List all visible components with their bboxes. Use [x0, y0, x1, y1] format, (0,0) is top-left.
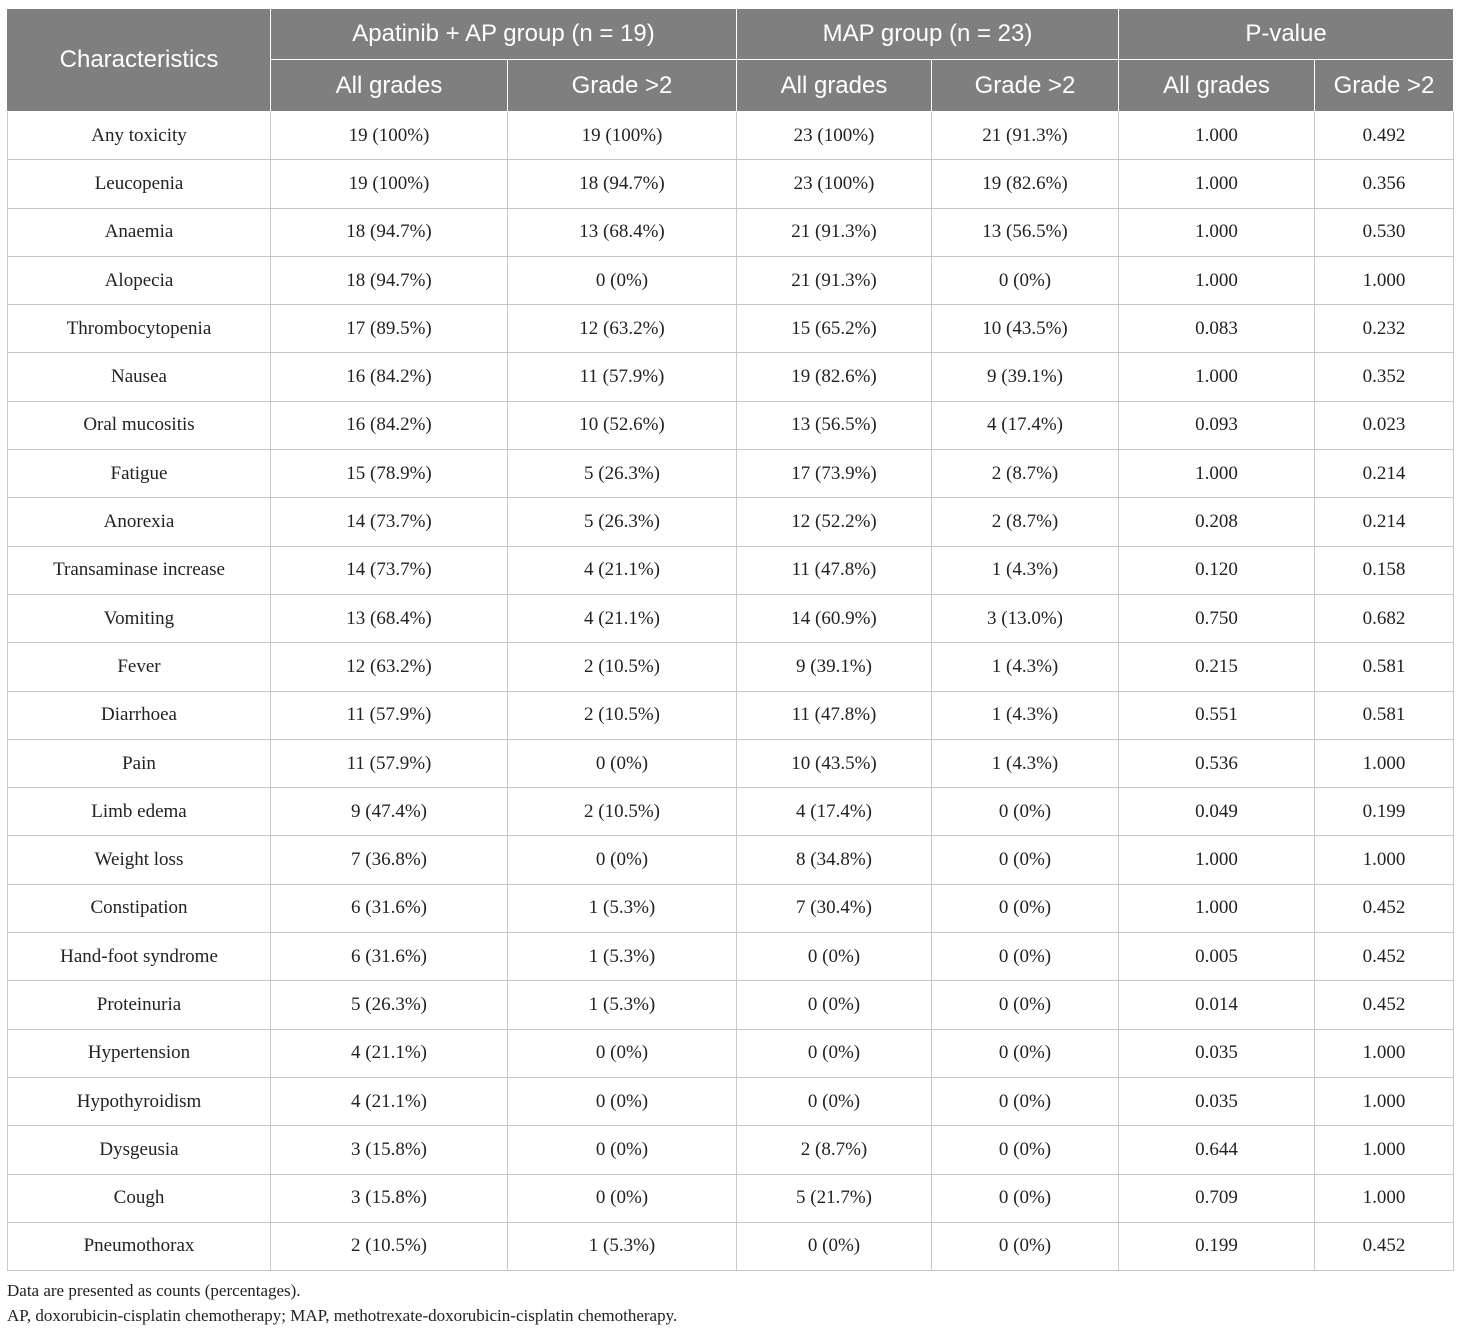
subheader-p-grade-gt2: Grade >2 — [1315, 60, 1454, 112]
cell-apatinib-all-grades: 13 (68.4%) — [271, 594, 508, 642]
cell-apatinib-grade-gt2: 2 (10.5%) — [508, 691, 737, 739]
cell-map-all-grades: 7 (30.4%) — [737, 884, 932, 932]
cell-map-grade-gt2: 9 (39.1%) — [932, 353, 1119, 401]
cell-p-grade-gt2: 0.356 — [1315, 160, 1454, 208]
cell-map-all-grades: 21 (91.3%) — [737, 256, 932, 304]
cell-apatinib-grade-gt2: 10 (52.6%) — [508, 401, 737, 449]
cell-p-grade-gt2: 0.214 — [1315, 498, 1454, 546]
cell-apatinib-grade-gt2: 0 (0%) — [508, 1174, 737, 1222]
cell-characteristic: Dysgeusia — [8, 1126, 271, 1174]
cell-p-all-grades: 0.551 — [1119, 691, 1315, 739]
cell-apatinib-grade-gt2: 1 (5.3%) — [508, 884, 737, 932]
cell-apatinib-grade-gt2: 2 (10.5%) — [508, 643, 737, 691]
cell-p-grade-gt2: 0.158 — [1315, 546, 1454, 594]
table-row — [8, 1029, 1454, 1077]
table-row — [8, 256, 1454, 304]
table-row — [8, 643, 1454, 691]
cell-p-grade-gt2: 1.000 — [1315, 739, 1454, 787]
cell-map-grade-gt2: 1 (4.3%) — [932, 739, 1119, 787]
cell-map-grade-gt2: 0 (0%) — [932, 788, 1119, 836]
cell-map-all-grades: 2 (8.7%) — [737, 1126, 932, 1174]
cell-p-grade-gt2: 0.199 — [1315, 788, 1454, 836]
cell-characteristic: Thrombocytopenia — [8, 305, 271, 353]
table-row — [8, 788, 1454, 836]
footnote-data-format: Data are presented as counts (percentages). — [7, 1281, 301, 1300]
cell-apatinib-grade-gt2: 0 (0%) — [508, 739, 737, 787]
cell-p-grade-gt2: 0.452 — [1315, 981, 1454, 1029]
cell-p-all-grades: 1.000 — [1119, 353, 1315, 401]
table-row — [8, 1077, 1454, 1125]
cell-map-grade-gt2: 19 (82.6%) — [932, 160, 1119, 208]
table-row — [8, 112, 1454, 160]
table-row — [8, 1174, 1454, 1222]
cell-characteristic: Pneumothorax — [8, 1222, 271, 1270]
cell-map-all-grades: 12 (52.2%) — [737, 498, 932, 546]
cell-p-all-grades: 0.208 — [1119, 498, 1315, 546]
cell-p-all-grades: 0.049 — [1119, 788, 1315, 836]
cell-apatinib-all-grades: 19 (100%) — [271, 112, 508, 160]
cell-p-grade-gt2: 0.492 — [1315, 112, 1454, 160]
header-characteristics: Characteristics — [8, 9, 271, 112]
cell-p-grade-gt2: 1.000 — [1315, 836, 1454, 884]
cell-map-all-grades: 23 (100%) — [737, 112, 932, 160]
cell-p-all-grades: 0.014 — [1119, 981, 1315, 1029]
subheader-p-all-grades: All grades — [1119, 60, 1315, 112]
cell-p-grade-gt2: 0.452 — [1315, 933, 1454, 981]
cell-map-all-grades: 21 (91.3%) — [737, 208, 932, 256]
cell-map-grade-gt2: 0 (0%) — [932, 1126, 1119, 1174]
cell-map-grade-gt2: 13 (56.5%) — [932, 208, 1119, 256]
cell-apatinib-grade-gt2: 1 (5.3%) — [508, 933, 737, 981]
cell-p-all-grades: 1.000 — [1119, 112, 1315, 160]
cell-map-all-grades: 23 (100%) — [737, 160, 932, 208]
cell-p-all-grades: 1.000 — [1119, 836, 1315, 884]
cell-p-grade-gt2: 0.452 — [1315, 1222, 1454, 1270]
table-row — [8, 498, 1454, 546]
cell-map-all-grades: 0 (0%) — [737, 981, 932, 1029]
toxicity-table-container — [7, 8, 1453, 1271]
cell-map-grade-gt2: 0 (0%) — [932, 1029, 1119, 1077]
cell-apatinib-grade-gt2: 0 (0%) — [508, 1077, 737, 1125]
cell-characteristic: Diarrhoea — [8, 691, 271, 739]
cell-apatinib-all-grades: 19 (100%) — [271, 160, 508, 208]
cell-apatinib-all-grades: 18 (94.7%) — [271, 256, 508, 304]
cell-p-all-grades: 0.199 — [1119, 1222, 1315, 1270]
cell-apatinib-grade-gt2: 0 (0%) — [508, 256, 737, 304]
cell-map-grade-gt2: 2 (8.7%) — [932, 450, 1119, 498]
cell-apatinib-grade-gt2: 4 (21.1%) — [508, 546, 737, 594]
cell-map-grade-gt2: 4 (17.4%) — [932, 401, 1119, 449]
cell-characteristic: Hypertension — [8, 1029, 271, 1077]
cell-map-grade-gt2: 21 (91.3%) — [932, 112, 1119, 160]
cell-p-grade-gt2: 0.682 — [1315, 594, 1454, 642]
subheader-map-grade-gt2: Grade >2 — [932, 60, 1119, 112]
cell-apatinib-all-grades: 3 (15.8%) — [271, 1174, 508, 1222]
cell-apatinib-all-grades: 4 (21.1%) — [271, 1029, 508, 1077]
table-row — [8, 546, 1454, 594]
cell-map-all-grades: 11 (47.8%) — [737, 546, 932, 594]
cell-p-all-grades: 1.000 — [1119, 208, 1315, 256]
table-row — [8, 1222, 1454, 1270]
cell-apatinib-grade-gt2: 2 (10.5%) — [508, 788, 737, 836]
cell-characteristic: Weight loss — [8, 836, 271, 884]
cell-apatinib-all-grades: 12 (63.2%) — [271, 643, 508, 691]
cell-apatinib-grade-gt2: 5 (26.3%) — [508, 498, 737, 546]
cell-p-all-grades: 0.120 — [1119, 546, 1315, 594]
cell-p-grade-gt2: 0.581 — [1315, 691, 1454, 739]
cell-p-all-grades: 0.215 — [1119, 643, 1315, 691]
header-group-apatinib-ap: Apatinib + AP group (n = 19) — [271, 9, 737, 60]
cell-characteristic: Cough — [8, 1174, 271, 1222]
footnote-abbreviations: AP, doxorubicin-cisplatin chemotherapy; MAP, methotrexate-doxorubicin-cisplatin chemotherapy. — [7, 1306, 678, 1325]
cell-p-all-grades: 0.644 — [1119, 1126, 1315, 1174]
header-group-map: MAP group (n = 23) — [737, 9, 1119, 60]
cell-map-all-grades: 10 (43.5%) — [737, 739, 932, 787]
cell-map-all-grades: 11 (47.8%) — [737, 691, 932, 739]
cell-apatinib-grade-gt2: 1 (5.3%) — [508, 1222, 737, 1270]
cell-apatinib-grade-gt2: 18 (94.7%) — [508, 160, 737, 208]
cell-map-all-grades: 0 (0%) — [737, 1029, 932, 1077]
cell-map-grade-gt2: 10 (43.5%) — [932, 305, 1119, 353]
cell-apatinib-all-grades: 17 (89.5%) — [271, 305, 508, 353]
cell-apatinib-grade-gt2: 5 (26.3%) — [508, 450, 737, 498]
cell-apatinib-all-grades: 6 (31.6%) — [271, 884, 508, 932]
cell-p-all-grades: 1.000 — [1119, 450, 1315, 498]
cell-apatinib-all-grades: 4 (21.1%) — [271, 1077, 508, 1125]
cell-apatinib-grade-gt2: 13 (68.4%) — [508, 208, 737, 256]
cell-characteristic: Hypothyroidism — [8, 1077, 271, 1125]
cell-apatinib-grade-gt2: 0 (0%) — [508, 1126, 737, 1174]
cell-apatinib-all-grades: 11 (57.9%) — [271, 691, 508, 739]
table-row — [8, 401, 1454, 449]
table-row — [8, 739, 1454, 787]
cell-apatinib-all-grades: 15 (78.9%) — [271, 450, 508, 498]
table-row — [8, 884, 1454, 932]
cell-map-all-grades: 19 (82.6%) — [737, 353, 932, 401]
cell-map-grade-gt2: 3 (13.0%) — [932, 594, 1119, 642]
table-footnotes — [7, 1278, 677, 1328]
cell-p-grade-gt2: 1.000 — [1315, 1077, 1454, 1125]
cell-characteristic: Transaminase increase — [8, 546, 271, 594]
table-row — [8, 933, 1454, 981]
cell-apatinib-grade-gt2: 4 (21.1%) — [508, 594, 737, 642]
cell-apatinib-all-grades: 3 (15.8%) — [271, 1126, 508, 1174]
cell-map-grade-gt2: 0 (0%) — [932, 884, 1119, 932]
cell-p-all-grades: 0.083 — [1119, 305, 1315, 353]
cell-apatinib-all-grades: 2 (10.5%) — [271, 1222, 508, 1270]
cell-apatinib-all-grades: 16 (84.2%) — [271, 401, 508, 449]
cell-characteristic: Alopecia — [8, 256, 271, 304]
cell-p-grade-gt2: 1.000 — [1315, 1029, 1454, 1077]
cell-map-grade-gt2: 1 (4.3%) — [932, 691, 1119, 739]
cell-p-grade-gt2: 1.000 — [1315, 256, 1454, 304]
cell-map-grade-gt2: 1 (4.3%) — [932, 546, 1119, 594]
cell-map-grade-gt2: 0 (0%) — [932, 836, 1119, 884]
cell-map-all-grades: 0 (0%) — [737, 1222, 932, 1270]
subheader-apatinib-grade-gt2: Grade >2 — [508, 60, 737, 112]
cell-map-grade-gt2: 0 (0%) — [932, 981, 1119, 1029]
header-group-p-value: P-value — [1119, 9, 1454, 60]
cell-map-all-grades: 0 (0%) — [737, 933, 932, 981]
cell-p-all-grades: 0.536 — [1119, 739, 1315, 787]
cell-apatinib-grade-gt2: 19 (100%) — [508, 112, 737, 160]
cell-p-grade-gt2: 0.352 — [1315, 353, 1454, 401]
cell-characteristic: Constipation — [8, 884, 271, 932]
cell-apatinib-all-grades: 7 (36.8%) — [271, 836, 508, 884]
table-row — [8, 353, 1454, 401]
cell-p-all-grades: 0.093 — [1119, 401, 1315, 449]
table-row — [8, 305, 1454, 353]
cell-apatinib-all-grades: 6 (31.6%) — [271, 933, 508, 981]
cell-apatinib-all-grades: 14 (73.7%) — [271, 546, 508, 594]
table-row — [8, 691, 1454, 739]
cell-p-grade-gt2: 0.581 — [1315, 643, 1454, 691]
subheader-apatinib-all-grades: All grades — [271, 60, 508, 112]
cell-p-all-grades: 1.000 — [1119, 160, 1315, 208]
cell-characteristic: Leucopenia — [8, 160, 271, 208]
cell-characteristic: Anorexia — [8, 498, 271, 546]
cell-map-all-grades: 4 (17.4%) — [737, 788, 932, 836]
cell-p-grade-gt2: 0.530 — [1315, 208, 1454, 256]
cell-characteristic: Proteinuria — [8, 981, 271, 1029]
cell-map-grade-gt2: 0 (0%) — [932, 1077, 1119, 1125]
cell-p-all-grades: 0.035 — [1119, 1077, 1315, 1125]
cell-map-all-grades: 13 (56.5%) — [737, 401, 932, 449]
cell-apatinib-all-grades: 14 (73.7%) — [271, 498, 508, 546]
cell-map-grade-gt2: 0 (0%) — [932, 933, 1119, 981]
cell-map-all-grades: 14 (60.9%) — [737, 594, 932, 642]
cell-map-grade-gt2: 0 (0%) — [932, 1174, 1119, 1222]
cell-map-all-grades: 0 (0%) — [737, 1077, 932, 1125]
cell-apatinib-grade-gt2: 0 (0%) — [508, 1029, 737, 1077]
cell-characteristic: Any toxicity — [8, 112, 271, 160]
cell-map-all-grades: 15 (65.2%) — [737, 305, 932, 353]
table-row — [8, 1126, 1454, 1174]
cell-apatinib-all-grades: 18 (94.7%) — [271, 208, 508, 256]
subheader-map-all-grades: All grades — [737, 60, 932, 112]
cell-characteristic: Vomiting — [8, 594, 271, 642]
cell-p-grade-gt2: 0.023 — [1315, 401, 1454, 449]
cell-map-grade-gt2: 1 (4.3%) — [932, 643, 1119, 691]
cell-p-all-grades: 0.005 — [1119, 933, 1315, 981]
table-row — [8, 160, 1454, 208]
cell-characteristic: Oral mucositis — [8, 401, 271, 449]
cell-p-grade-gt2: 0.452 — [1315, 884, 1454, 932]
cell-map-grade-gt2: 0 (0%) — [932, 1222, 1119, 1270]
cell-map-all-grades: 8 (34.8%) — [737, 836, 932, 884]
cell-characteristic: Hand-foot syndrome — [8, 933, 271, 981]
cell-p-all-grades: 1.000 — [1119, 256, 1315, 304]
cell-p-grade-gt2: 0.232 — [1315, 305, 1454, 353]
cell-apatinib-grade-gt2: 1 (5.3%) — [508, 981, 737, 1029]
cell-p-grade-gt2: 1.000 — [1315, 1174, 1454, 1222]
cell-apatinib-grade-gt2: 12 (63.2%) — [508, 305, 737, 353]
cell-map-all-grades: 5 (21.7%) — [737, 1174, 932, 1222]
cell-characteristic: Nausea — [8, 353, 271, 401]
cell-map-all-grades: 9 (39.1%) — [737, 643, 932, 691]
cell-apatinib-grade-gt2: 11 (57.9%) — [508, 353, 737, 401]
cell-map-all-grades: 17 (73.9%) — [737, 450, 932, 498]
cell-apatinib-all-grades: 11 (57.9%) — [271, 739, 508, 787]
cell-p-all-grades: 1.000 — [1119, 884, 1315, 932]
cell-characteristic: Fever — [8, 643, 271, 691]
cell-apatinib-grade-gt2: 0 (0%) — [508, 836, 737, 884]
cell-characteristic: Pain — [8, 739, 271, 787]
cell-characteristic: Anaemia — [8, 208, 271, 256]
cell-apatinib-all-grades: 5 (26.3%) — [271, 981, 508, 1029]
toxicity-table — [7, 8, 1454, 1271]
table-row — [8, 594, 1454, 642]
table-row — [8, 450, 1454, 498]
cell-p-all-grades: 0.035 — [1119, 1029, 1315, 1077]
cell-p-grade-gt2: 1.000 — [1315, 1126, 1454, 1174]
cell-p-all-grades: 0.750 — [1119, 594, 1315, 642]
cell-characteristic: Fatigue — [8, 450, 271, 498]
cell-characteristic: Limb edema — [8, 788, 271, 836]
cell-p-all-grades: 0.709 — [1119, 1174, 1315, 1222]
table-body — [8, 112, 1454, 1271]
cell-map-grade-gt2: 0 (0%) — [932, 256, 1119, 304]
table-header — [8, 9, 1454, 112]
cell-p-grade-gt2: 0.214 — [1315, 450, 1454, 498]
cell-apatinib-all-grades: 9 (47.4%) — [271, 788, 508, 836]
cell-apatinib-all-grades: 16 (84.2%) — [271, 353, 508, 401]
cell-map-grade-gt2: 2 (8.7%) — [932, 498, 1119, 546]
table-row — [8, 836, 1454, 884]
table-row — [8, 981, 1454, 1029]
table-row — [8, 208, 1454, 256]
